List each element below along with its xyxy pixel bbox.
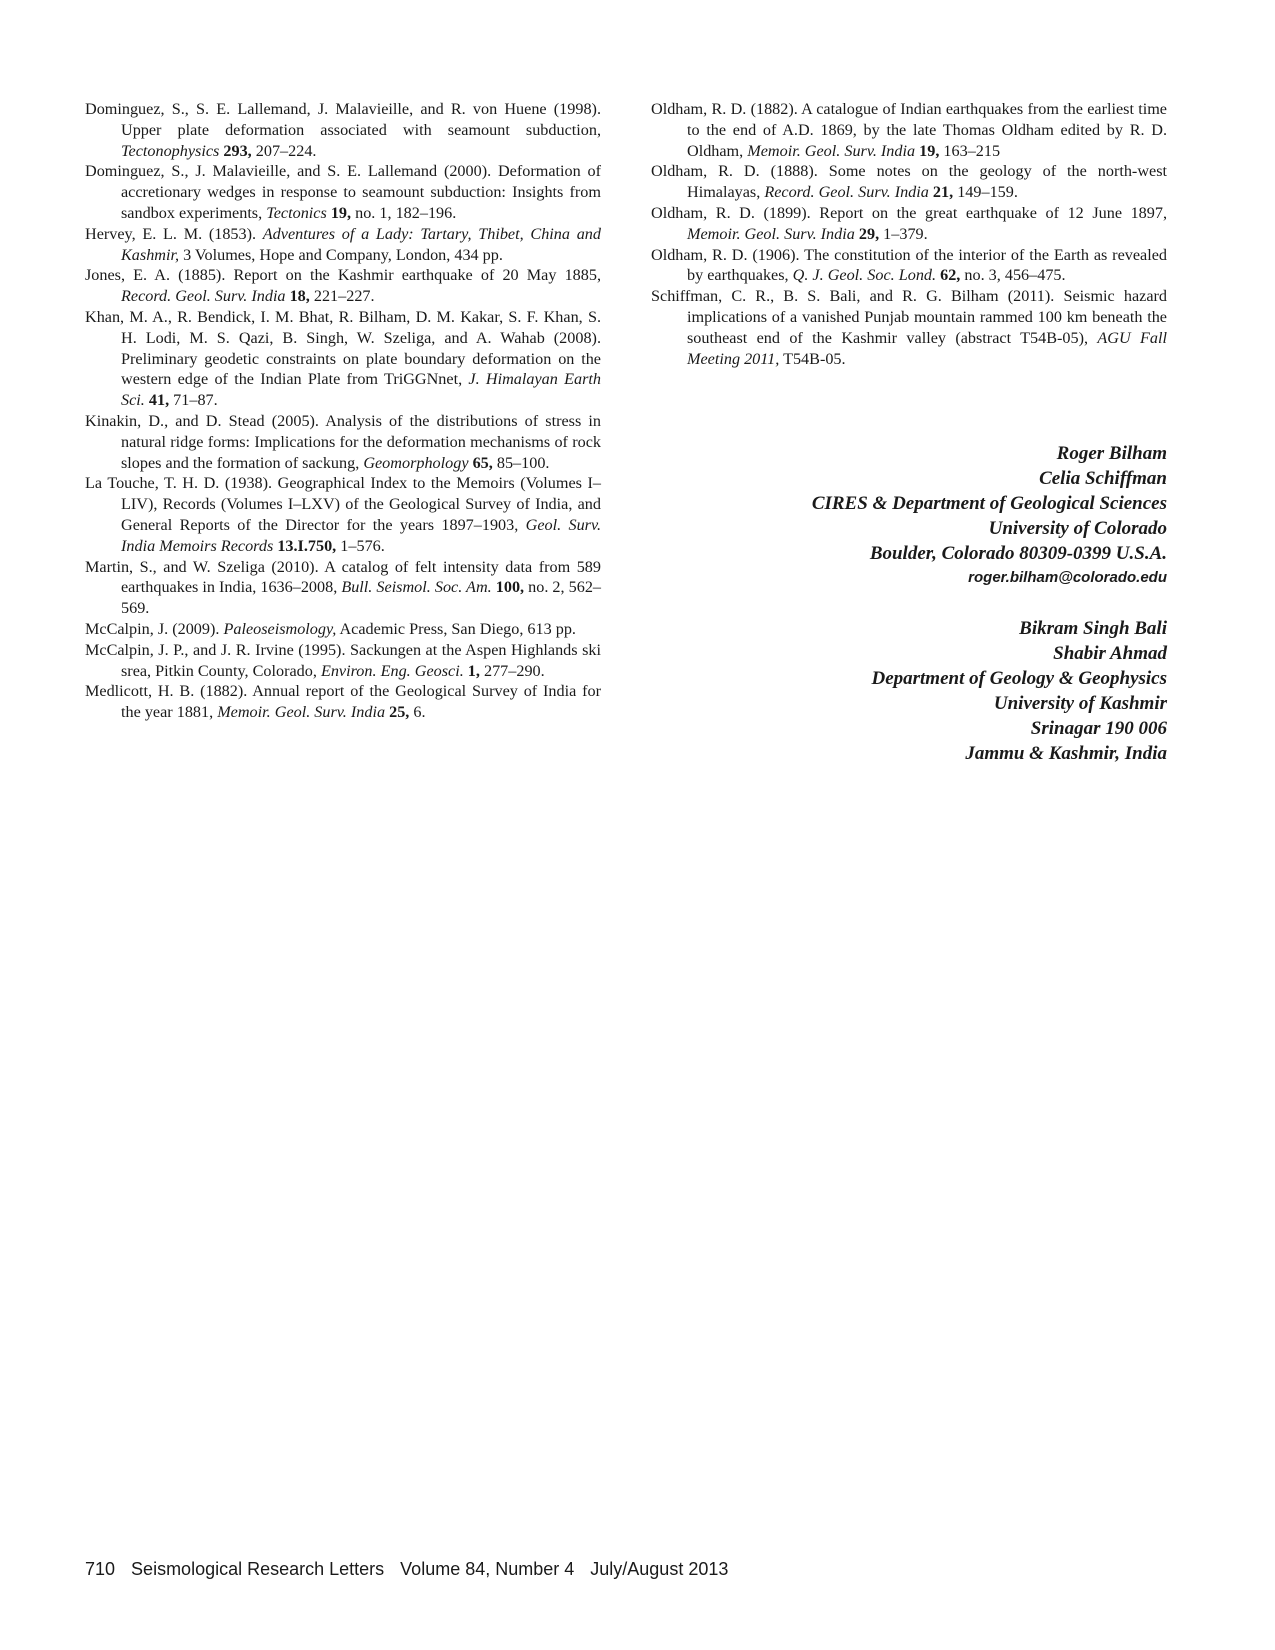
reference-journal: J. Himalayan Earth Sci. — [121, 370, 601, 410]
reference-volume: 1, — [467, 661, 480, 680]
reference-volume: 62, — [940, 266, 961, 285]
affiliation-line: Celia Schiffman — [1039, 468, 1167, 489]
reference-text: no. 1, 182–196. — [351, 203, 457, 222]
reference-text: Schiffman, C. R., B. S. Bali, and R. G. Bilham (2011). Seismic hazard implications of a vanished Punjab mountain rammed 100 km beneath the southeast end of the Kashmir valley (abstract T54B-05), — [651, 287, 1167, 347]
reference-entry — [85, 307, 601, 411]
reference-journal: Geol. Surv. India Memoirs Records — [121, 515, 602, 555]
reference-journal: Environ. Eng. Geosci. — [320, 661, 464, 680]
reference-volume: 65, — [472, 453, 493, 472]
reference-text: 207–224. — [251, 141, 317, 160]
page-footer — [85, 1559, 744, 1580]
reference-journal: Bull. Seismol. Soc. Am. — [341, 578, 492, 597]
reference-text: T54B-05. — [779, 349, 846, 368]
reference-text: 6. — [409, 703, 426, 722]
reference-entry — [651, 99, 1167, 161]
author-email[interactable]: roger.bilham@colorado.edu — [968, 569, 1167, 586]
reference-journal: Tectonics — [266, 203, 327, 222]
reference-text: La Touche, T. H. D. (1938). Geographical Index to the Memoirs (Volumes I–LIV), Records (Volumes I–LXV) of the Geological Survey of India, and General Reports of the Director for the years 1897–1903, — [85, 474, 601, 534]
reference-text: 277–290. — [479, 661, 545, 680]
reference-entry — [85, 224, 601, 266]
reference-volume: 293, — [223, 141, 252, 160]
reference-volume: 100, — [495, 578, 525, 597]
reference-volume: 19, — [919, 141, 940, 160]
reference-journal: Tectonophysics — [121, 141, 220, 160]
reference-text: 3 Volumes, Hope and Company, London, 434 pp. — [179, 245, 503, 264]
reference-entry — [651, 286, 1167, 369]
reference-journal: Q. J. Geol. Soc. Lond. — [792, 266, 937, 285]
affiliation-line: University of Kashmir — [993, 693, 1167, 714]
author-affiliation-colorado — [812, 441, 1167, 590]
reference-entry — [85, 473, 601, 556]
reference-volume: 21, — [932, 183, 954, 202]
volume-issue: Volume 84, Number 4 — [400, 1559, 575, 1579]
reference-text: 163–215 — [939, 141, 1001, 160]
reference-journal: Memoir. Geol. Surv. India — [747, 141, 916, 160]
reference-text: 149–159. — [953, 183, 1018, 202]
reference-text: McCalpin, J. (2009). — [85, 619, 224, 638]
affiliation-line: Jammu & Kashmir, India — [965, 743, 1167, 764]
issue-date: July/August 2013 — [590, 1559, 729, 1579]
affiliation-line: CIRES & Department of Geological Sciences — [811, 493, 1167, 514]
reference-text: 71–87. — [169, 391, 218, 410]
reference-text: Oldham, R. D. (1882). A catalogue of Indian earthquakes from the earliest time to the end of A.D. 1869, by the late Thomas Oldham edited by R. D. Oldham, — [651, 100, 1167, 160]
reference-entry — [85, 265, 601, 307]
reference-text: 1–576. — [336, 536, 385, 555]
reference-entry — [85, 640, 601, 682]
reference-text: Dominguez, S., S. E. Lallemand, J. Malavieille, and R. von Huene (1998). Upper plate deformation associated with seamount subduction, — [85, 100, 601, 139]
author-affiliation-kashmir — [871, 616, 1167, 766]
reference-text: Medlicott, H. B. (1882). Annual report of the Geological Survey of India for the year 1881, — [85, 682, 601, 722]
affiliation-line: Srinagar 190 006 — [1030, 718, 1167, 739]
reference-entry — [85, 161, 601, 223]
reference-text: 221–227. — [309, 287, 375, 306]
reference-entry — [651, 245, 1167, 287]
reference-text: Kinakin, D., and D. Stead (2005). Analysis of the distributions of stress in natural ridge forms: Implications for the deformation mechanisms of rock slopes and the formation of sackung, — [85, 411, 601, 472]
reference-journal: Memoir. Geol. Surv. India — [687, 224, 855, 243]
affiliation-line: Bikram Singh Bali — [1019, 618, 1167, 639]
reference-text: Hervey, E. L. M. (1853). — [85, 224, 263, 243]
reference-text: 85–100. — [492, 453, 550, 472]
reference-journal: Record. Geol. Surv. India — [121, 287, 286, 306]
reference-entry — [85, 619, 601, 640]
reference-text: McCalpin, J. P., and J. R. Irvine (1995). Sackungen at the Aspen Highlands ski srea, Pitkin County, Colorado, — [85, 640, 601, 680]
reference-text: Jones, E. A. (1885). Report on the Kashmir earthquake of 20 May 1885, — [85, 266, 601, 285]
reference-journal: Memoir. Geol. Surv. India — [217, 703, 386, 722]
reference-text: Oldham, R. D. (1888). Some notes on the geology of the north-west Himalayas, — [651, 162, 1167, 202]
reference-text: Khan, M. A., R. Bendick, I. M. Bhat, R. Bilham, D. M. Kakar, S. F. Khan, S. H. Lodi, M. S. Qazi, B. Singh, W. Szeliga, and A. Wahab (2008). Preliminary geodetic constraints on plate boundary deformation on the western edge of the Indian Plate from TriGGNnet, — [85, 307, 601, 389]
reference-journal: Record. Geol. Surv. India — [764, 183, 929, 202]
reference-text: Dominguez, S., J. Malavieille, and S. E. Lallemand (2000). Deformation of accretionary wedges in response to seamount subduction: Insights from sandbox experiments, — [85, 162, 601, 222]
reference-volume: 25, — [389, 703, 410, 722]
reference-entry — [85, 411, 601, 473]
reference-text: Martin, S., and W. Szeliga (2010). A catalog of felt intensity data from 589 earthquakes in India, 1636–2008, — [85, 557, 601, 597]
reference-volume: 29, — [858, 224, 880, 243]
reference-entry — [85, 681, 601, 723]
reference-text: Oldham, R. D. (1906). The constitution of the interior of the Earth as revealed by earthquakes, — [651, 245, 1167, 285]
reference-text: Oldham, R. D. (1899). Report on the great earthquake of 12 June 1897, — [651, 203, 1167, 222]
reference-text: no. 2, 562–569. — [121, 578, 602, 618]
affiliation-line: Roger Bilham — [1056, 443, 1167, 464]
reference-entry — [651, 161, 1167, 203]
reference-text: no. 3, 456–475. — [960, 266, 1066, 285]
reference-journal: Adventures of a Lady: Tartary, Thibet, China and Kashmir, — [121, 224, 601, 264]
reference-journal: Paleoseismology, — [223, 619, 337, 638]
reference-journal: AGU Fall Meeting 2011, — [687, 328, 1167, 368]
reference-entry — [85, 99, 601, 161]
journal-name: Seismological Research Letters — [131, 1559, 385, 1579]
reference-text: Academic Press, San Diego, 613 pp. — [336, 619, 576, 638]
reference-volume: 13.I.750, — [277, 536, 337, 555]
reference-volume: 18, — [289, 287, 310, 306]
reference-entry — [85, 557, 601, 619]
reference-journal: Geomorphology — [363, 453, 469, 472]
references-right-column — [651, 99, 1167, 369]
affiliation-line: Department of Geology & Geophysics — [871, 668, 1167, 689]
page-number: 710 — [85, 1559, 116, 1579]
reference-volume: 19, — [330, 203, 352, 222]
affiliation-line: Shabir Ahmad — [1053, 643, 1167, 664]
affiliation-line: University of Colorado — [988, 518, 1167, 539]
affiliation-line: Boulder, Colorado 80309-0399 U.S.A. — [869, 543, 1167, 564]
reference-entry — [651, 203, 1167, 245]
reference-text: 1–379. — [879, 224, 928, 243]
reference-volume: 41, — [148, 391, 170, 410]
references-left-column — [85, 99, 601, 723]
